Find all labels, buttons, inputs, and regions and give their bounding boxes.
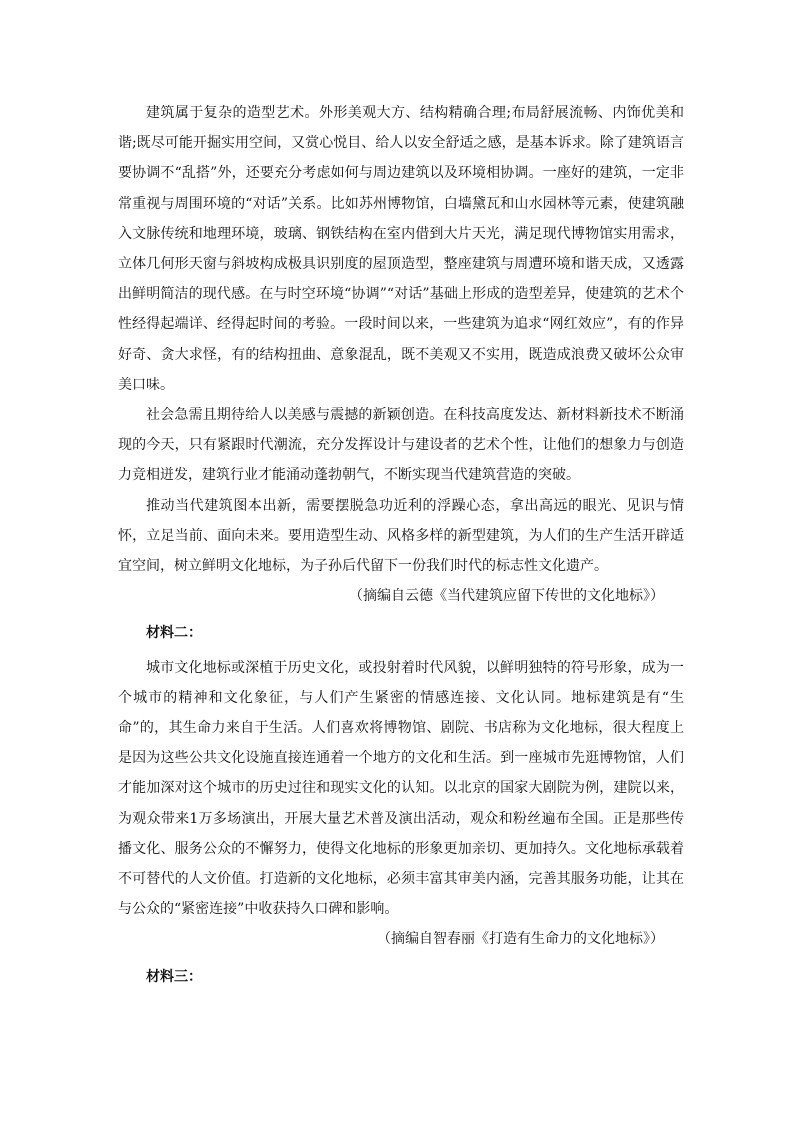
paragraph-innovation: 推动当代建筑图本出新，需要摆脱急功近利的浮躁心态，拿出高远的眼光、见识与情怀，立足当前、面向未来。要用造型生动、风格多样的新型建筑，为人们的生产生活开辟适宜空间，树立鲜明文化地标，为子孙后代留下一份我们时代的标志性文化遗产。 xyxy=(118,497,684,575)
material-two-heading: 材料二： xyxy=(146,625,202,642)
source-citation-1: （摘编自云德《当代建筑应留下传世的文化地标》） xyxy=(349,588,664,605)
paragraph-cultural-landmark: 城市文化地标或深植于历史文化，或投射着时代风貌，以鲜明独特的符号形象，成为一个城市的精神和文化象征，与人们产生紧密的情感连接、文化认同。地标建筑是有“生命”的，其生命力来自于生活。人们喜欢将博物馆、剧院、书店称为文化地标，很大程度上是因为这些公共文化设施直接连通着一个地方的文化和生活。到一座城市先逛博物馆，人们才能加深对这个城市的历史过往和现实文化的认知。以北京的国家大剧院为例，建院以来，为观众带来1万多场演出，开展大量艺术普及演出活动，观众和粉丝遍布全国。正是那些传播文化、服务公众的不懈努力，使得文化地标的形象更加亲切、更加持久。文化地标承载着不可替代的人文价值。打造新的文化地标，必须丰富其审美内涵，完善其服务功能，让其在与公众的“紧密连接”中收获持久口碑和影响。 xyxy=(118,659,684,918)
document-body xyxy=(118,98,684,996)
paragraph-society-expects: 社会急需且期待给人以美感与震撼的新颖创造。在科技高度发达、新材料新技术不断涌现的今天，只有紧跟时代潮流，充分发挥设计与建设者的艺术个性，让他们的想象力与创造力竞相迸发，建筑行业才能涌动蓬勃朝气，不断实现当代建筑营造的突破。 xyxy=(118,407,684,484)
paragraph-architecture-art: 建筑属于复杂的造型艺术。外形美观大方、结构精确合理;布局舒展流畅、内饰优美和谐;既尽可能开掘实用空间，又赏心悦目、给人以安全舒适之感，是基本诉求。除了建筑语言要协调不“乱搭”外，还要充分考虑如何与周边建筑以及环境相协调。一座好的建筑，一定非常重视与周围环境的“对话”关系。比如苏州博物馆，白墙黛瓦和山水园林等元素，使建筑融入文脉传统和地理环境，玻璃、钢铁结构在室内借到大片天光，满足现代博物馆实用需求，立体几何形天窗与斜坡构成极具识别度的屋顶造型，整座建筑与周遭环境和谐天成，又透露出鲜明简洁的现代感。在与时空环境“协调”“对话”基础上形成的造型差异，使建筑的艺术个性经得起端详、经得起时间的考验。一段时间以来，一些建筑为追求“网红效应”，有的作异好奇、贪大求怪，有的结构扭曲、意象混乱，既不美观又不实用，既造成浪费又破坏公众审美口味。 xyxy=(118,105,684,393)
material-three-heading: 材料三： xyxy=(146,968,202,985)
source-citation-2: （摘编自智春丽《打造有生命力的文化地标》） xyxy=(377,931,664,948)
